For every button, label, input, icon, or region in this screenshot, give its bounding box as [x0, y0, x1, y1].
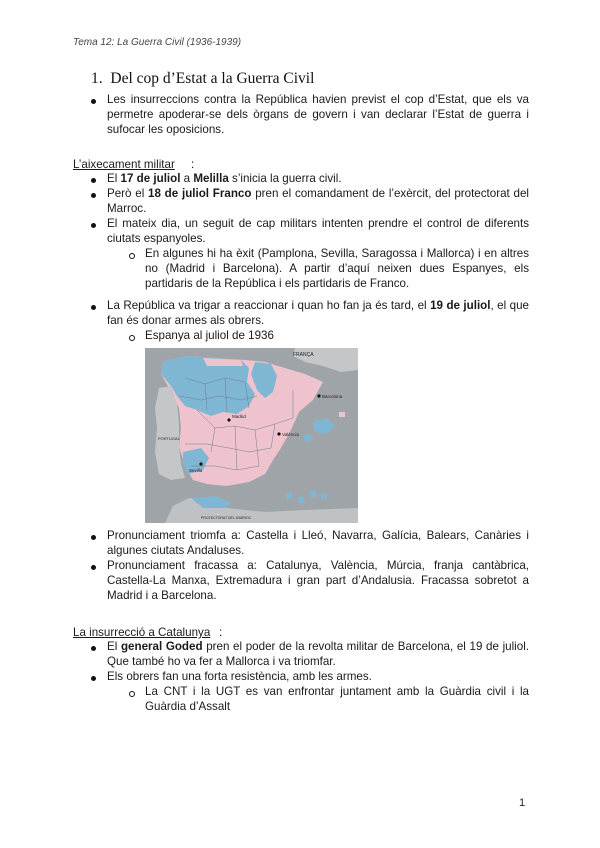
section-title-text: Del cop d’Estat a la Guerra Civil	[110, 70, 315, 87]
bullet-dot	[91, 676, 96, 681]
map-label-sevilla: Sevilla	[189, 468, 203, 473]
map-svg	[145, 348, 358, 523]
bullet-dot	[91, 223, 96, 228]
map-label-protectorat: PROTECTORAT DEL MARROC	[201, 516, 252, 520]
sub-bullet-circle	[129, 691, 135, 697]
bullet-pronunciament-triomfa: Pronunciament triomfa a: Castella i Lleó, Navarra, Galícia, Balears, Canàries i algunes ciutats Andaluses.	[107, 529, 529, 557]
bullet-dot	[91, 305, 96, 310]
subheading-colon: :	[191, 158, 195, 171]
map-label-barcelona: Barcelona	[322, 394, 343, 399]
subheading-colon: :	[219, 626, 223, 639]
bullet-dot	[91, 99, 96, 104]
map-menorca	[339, 412, 345, 417]
bullet-dot	[91, 178, 96, 183]
sub-bullet-circle	[129, 335, 135, 341]
section-number: 1.	[91, 70, 103, 87]
map-label-madrid: Madrid	[232, 414, 246, 419]
intro-paragraph: Les insurreccions contra la República havien previst el cop d’Estat, que els va permetre apoderar-se dels òrgans de govern i van declarar l’Estat de guerra i sufocar les oposicions.	[107, 93, 529, 136]
map-label-france: FRANÇA	[293, 352, 314, 358]
bullet-obrers: Els obrers fan una forta resistència, amb les armes.	[107, 670, 372, 683]
bullet-18-juliol: Però el 18 de juliol Franco pren el comandament de l’exèrcit, del protectorat del Marroc.	[107, 187, 529, 215]
map-valencia-dot	[277, 432, 280, 435]
sub-bullet-circle	[129, 253, 135, 259]
bullet-17-juliol: El 17 de juliol a Melilla s’inicia la guerra civil.	[107, 172, 342, 185]
subheading-catalunya: La insurrecció a Catalunya	[73, 626, 211, 639]
map-caption: Espanya al juliol de 1936	[145, 329, 274, 342]
page-header: Tema 12: La Guerra Civil (1936-1939)	[73, 37, 242, 48]
map-label-valencia: València	[282, 432, 299, 437]
bullet-dot	[91, 646, 96, 651]
page-number: 1	[519, 797, 526, 809]
bullet-dot	[91, 535, 96, 540]
map-madrid-dot	[227, 418, 230, 421]
spain-july-1936-map	[145, 348, 358, 523]
section-title	[91, 70, 314, 88]
bullet-republica: La República va trigar a reaccionar i quan ho fan ja és tard, el 19 de juliol, el que fan és donar armes als obrers.	[107, 299, 530, 327]
bullet-general-goded: El general Goded pren el poder de la revolta militar de Barcelona, el 19 de juliol. Que també ho va fer a Mallorca i va triomfar.	[107, 640, 529, 668]
bullet-pronunciament-fracassa: Pronunciament fracassa a: Catalunya, València, Múrcia, franja cantàbrica, Castella-La Manxa, Extremadura i gran part d’Andalusia. Fracassa sobretot a Madrid i a Barcelona.	[107, 559, 529, 602]
sub-bullet-cnt-ugt: La CNT i la UGT es van enfrontar juntament amb la Guàrdia civil i la Guàrdia d’Assalt	[145, 685, 529, 713]
map-canary-4	[321, 494, 327, 499]
bullet-mateix-dia: El mateix dia, un seguit de cap militars intenten prendre el control de diferents ciutats espanyoles.	[107, 217, 529, 245]
sub-bullet-exit: En algunes hi ha èxit (Pamplona, Sevilla, Saragossa i Mallorca) i en altres no (Madrid i Barcelona). A partir d’aquí neixen dues Espanyes, els partidaris de la República i els partidaris de Franco.	[145, 247, 529, 290]
map-label-portugal: PORTUGAL	[158, 436, 180, 441]
bullet-dot	[91, 193, 96, 198]
map-barcelona-dot	[317, 394, 320, 397]
map-sevilla-dot	[199, 462, 202, 465]
bullet-dot	[91, 565, 96, 570]
subheading-aixecament: L’aixecament militar	[73, 158, 175, 171]
